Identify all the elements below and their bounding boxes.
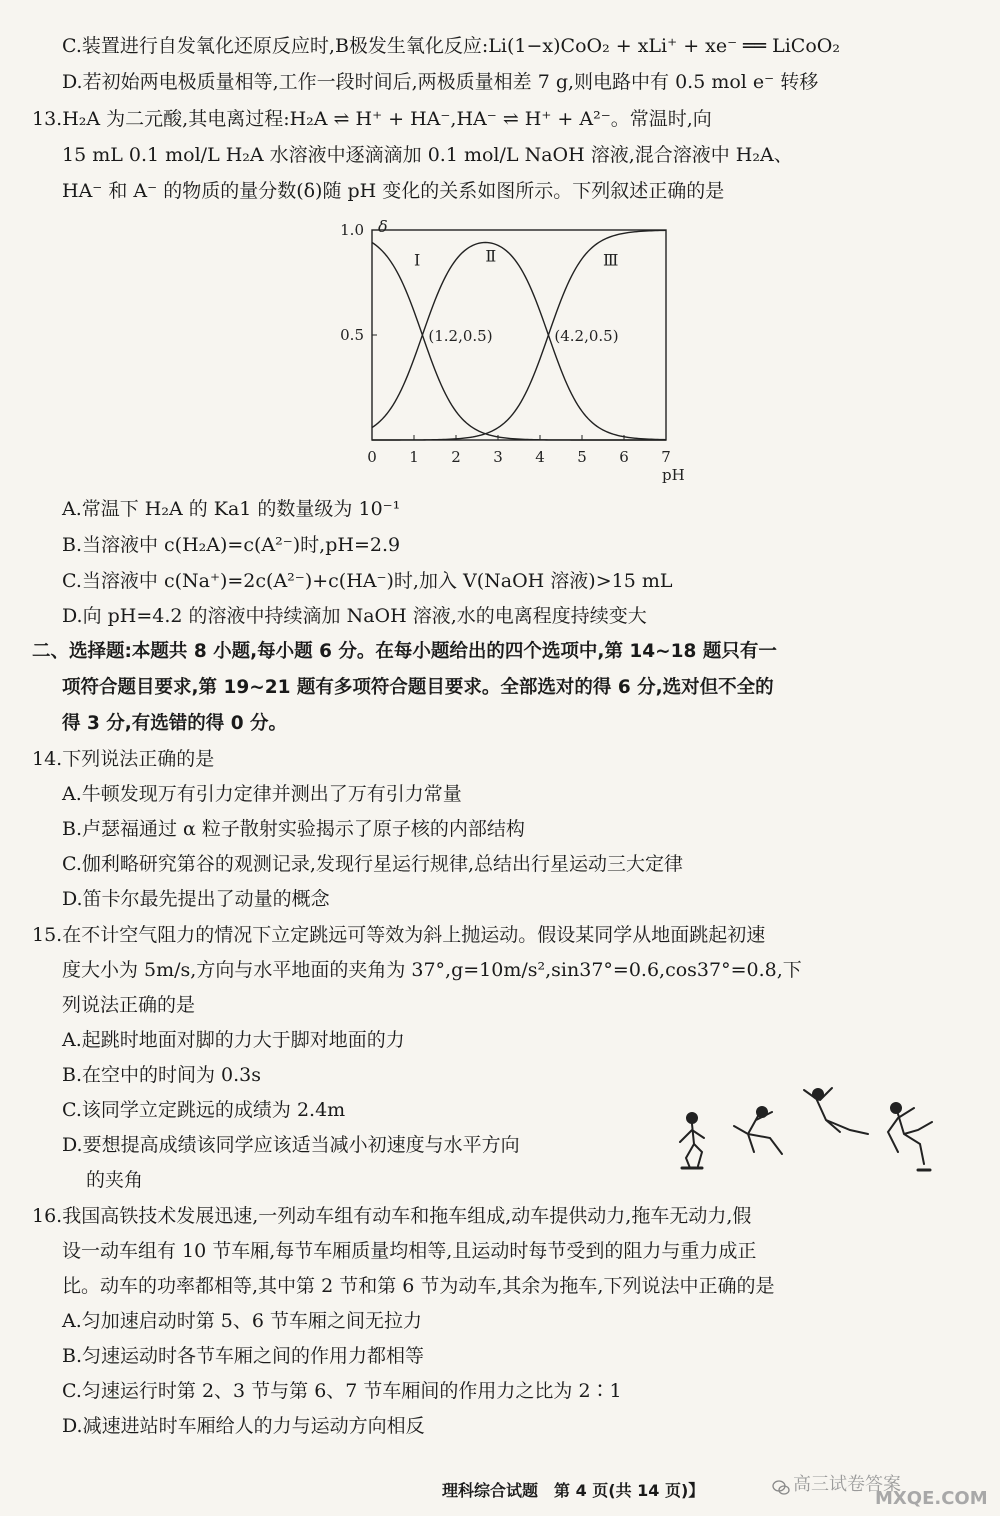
question-15-stem-2: 度大小为 5m/s,方向与水平地面的夹角为 37°,g=10m/s²,sin37°=0.6,cos37°=0.8,下 [62, 959, 802, 981]
option-15a: A.起跳时地面对脚的力大于脚对地面的力 [62, 1029, 405, 1051]
option-14c: C.伽利略研究第谷的观测记录,发现行星运行规律,总结出行星运动三大定律 [62, 853, 683, 875]
option-14a: A.牛顿发现万有引力定律并测出了万有引力常量 [62, 783, 462, 805]
series-label-1: Ⅱ [485, 246, 497, 266]
x-tick-label-7: 7 [661, 448, 671, 466]
y-axis-label: δ [378, 217, 388, 236]
y-tick-label-0: 1.0 [340, 221, 364, 239]
question-13-stem-2: 15 mL 0.1 mol/L H₂A 水溶液中逐滴滴加 0.1 mol/L NaOH 溶液,混合溶液中 H₂A、 [62, 144, 793, 166]
question-13-stem-3: HA⁻ 和 A⁻ 的物质的量分数(δ)随 pH 变化的关系如图所示。下列叙述正确的是 [62, 180, 725, 202]
option-15c: C.该同学立定跳远的成绩为 2.4m [62, 1099, 346, 1121]
section-2-heading-1: 二、选择题:本题共 8 小题,每小题 6 分。在每小题给出的四个选项中,第 14~18 题只有一 [32, 641, 777, 662]
page-footer: 理科综合试题 第 4 页(共 14 页)】 [442, 1481, 705, 1500]
watermark-url: MXQE.COM [875, 1488, 988, 1509]
x-tick-label-6: 6 [619, 448, 629, 466]
question-14-stem: 14.下列说法正确的是 [32, 748, 215, 770]
y-tick-label-1: 0.5 [340, 326, 364, 344]
x-tick-label-0: 0 [367, 448, 377, 466]
option-13d: D.向 pH=4.2 的溶液中持续滴加 NaOH 溶液,水的电离程度持续变大 [62, 605, 647, 627]
x-tick-label-5: 5 [577, 448, 587, 466]
option-12d: D.若初始两电极质量相等,工作一段时间后,两极质量相差 7 g,则电路中有 0.5 mol e⁻ 转移 [62, 71, 819, 93]
section-2-heading-2: 项符合题目要求,第 19~21 题有多项符合题目要求。全部选对的得 6 分,选对但不全的 [62, 677, 774, 698]
question-16-stem-3: 比。动车的功率都相等,其中第 2 节和第 6 节为动车,其余为拖车,下列说法中正确的是 [62, 1275, 775, 1297]
x-axis-label: pH [662, 466, 685, 484]
option-13b: B.当溶液中 c(H₂A)=c(A²⁻)时,pH=2.9 [62, 534, 401, 556]
series-label-2: Ⅲ [603, 250, 619, 270]
x-tick-label-4: 4 [535, 448, 545, 466]
question-16-stem-1: 16.我国高铁技术发展迅速,一列动车组有动车和拖车组成,动车提供动力,拖车无动力,假 [32, 1205, 752, 1227]
series-line-0 [372, 242, 666, 440]
option-14d: D.笛卡尔最先提出了动量的概念 [62, 888, 330, 910]
question-15-stem-1: 15.在不计空气阻力的情况下立定跳远可等效为斜上抛运动。假设某同学从地面跳起初速 [32, 924, 766, 946]
option-14b: B.卢瑟福通过 α 粒子散射实验揭示了原子核的内部结构 [62, 818, 525, 840]
option-15b: B.在空中的时间为 0.3s [62, 1064, 262, 1086]
series-line-1 [372, 242, 666, 439]
long-jump-figure [668, 1082, 958, 1182]
question-13-stem-1: 13.H₂A 为二元酸,其电离过程:H₂A ⇌ H⁺ + HA⁻,HA⁻ ⇌ H⁺ + A²⁻。常温时,向 [32, 108, 712, 130]
series-label-0: Ⅰ [414, 250, 421, 270]
question-16-stem-2: 设一动车组有 10 节车厢,每节车厢质量均相等,且运动时每节受到的阻力与重力成正 [62, 1240, 757, 1262]
x-tick-label-3: 3 [493, 448, 503, 466]
annotation-1: (4.2,0.5) [554, 327, 619, 345]
distribution-chart [328, 208, 688, 490]
option-16a: A.匀加速启动时第 5、6 节车厢之间无拉力 [62, 1310, 423, 1332]
watermark-text: 高三试卷答案 [793, 1474, 901, 1495]
section-2-heading-3: 得 3 分,有选错的得 0 分。 [62, 713, 288, 734]
option-16d: D.减速进站时车厢给人的力与运动方向相反 [62, 1415, 425, 1437]
annotation-0: (1.2,0.5) [428, 327, 493, 345]
x-tick-label-2: 2 [451, 448, 461, 466]
option-13a: A.常温下 H₂A 的 Ka1 的数量级为 10⁻¹ [62, 498, 401, 520]
option-16c: C.匀速运行时第 2、3 节与第 6、7 节车厢间的作用力之比为 2∶1 [62, 1380, 622, 1402]
option-15d-1: D.要想提高成绩该同学应该适当减小初速度与水平方向 [62, 1134, 520, 1156]
option-16b: B.匀速运动时各节车厢之间的作用力都相等 [62, 1345, 425, 1367]
option-13c: C.当溶液中 c(Na⁺)=2c(A²⁻)+c(HA⁻)时,加入 V(NaOH 溶液)>15 mL [62, 570, 673, 592]
question-15-stem-3: 列说法正确的是 [62, 994, 196, 1016]
option-12c: C.装置进行自发氧化还原反应时,B极发生氧化反应:Li(1−x)CoO₂ + xLi⁺ + xe⁻ ══ LiCoO₂ [62, 35, 840, 57]
wechat-icon [772, 1480, 790, 1496]
option-15d-2: 的夹角 [86, 1169, 144, 1191]
x-tick-label-1: 1 [409, 448, 419, 466]
